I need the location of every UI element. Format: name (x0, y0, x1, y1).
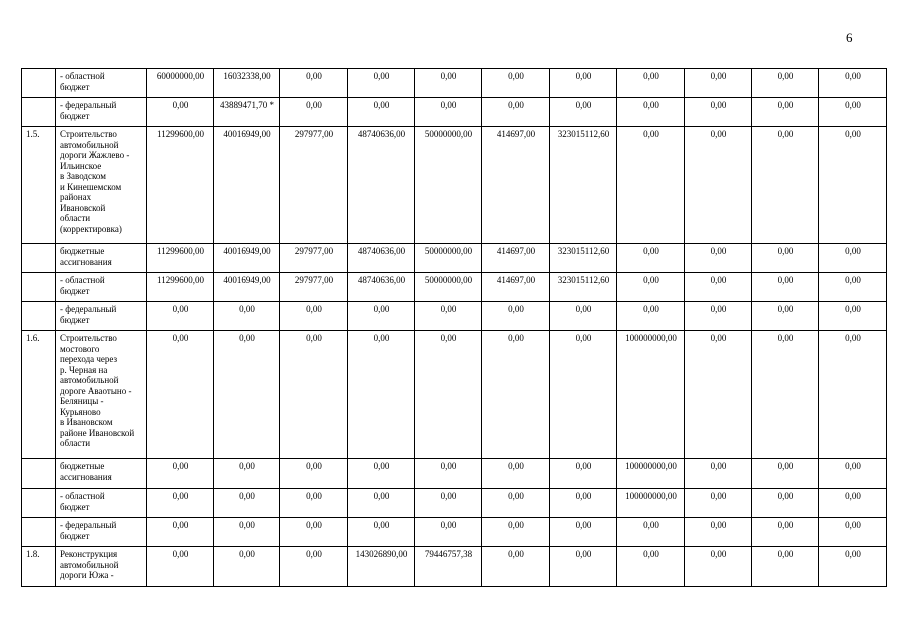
value-cell: 0,00 (819, 273, 887, 302)
description-line: области (60, 213, 91, 223)
description-cell (56, 459, 147, 489)
value-cell: 0,00 (752, 547, 819, 587)
value-cell: 0,00 (617, 98, 685, 127)
value-cell: 0,00 (685, 98, 752, 127)
value-cell: 0,00 (482, 69, 550, 98)
value-cell: 0,00 (147, 547, 214, 587)
value-cell: 40016949,00 (214, 273, 280, 302)
description-cell (56, 547, 147, 587)
value-cell: 0,00 (482, 331, 550, 459)
description-line: Строительство (60, 333, 117, 343)
value-cell: 48740636,00 (348, 273, 415, 302)
page-number: 6 (846, 30, 853, 45)
value-cell: 0,00 (482, 459, 550, 489)
description-line: дороге Аваотыно - (60, 385, 132, 396)
table-row (22, 244, 887, 273)
value-cell: 0,00 (685, 69, 752, 98)
value-cell: 100000000,00 (617, 331, 685, 459)
description-cell (56, 244, 147, 273)
value-cell: 100000000,00 (617, 459, 685, 489)
table-row (22, 547, 887, 587)
description-line: районе Ивановской (60, 427, 135, 438)
value-cell: 0,00 (617, 518, 685, 547)
row-index-cell: 1.5. (22, 127, 56, 244)
description-line: ассигнования (60, 471, 112, 482)
value-cell: 0,00 (752, 459, 819, 489)
value-cell: 79446757,38 (415, 547, 482, 587)
value-cell: 0,00 (617, 127, 685, 244)
value-cell: 323015112,60 (550, 273, 617, 302)
value-cell: 40016949,00 (214, 244, 280, 273)
value-cell: 0,00 (550, 489, 617, 518)
description-line: дороги Южа - (60, 570, 114, 580)
value-cell: 0,00 (819, 98, 887, 127)
table-row (22, 459, 887, 489)
value-cell: 0,00 (550, 518, 617, 547)
description-line: перехода через (60, 354, 118, 364)
value-cell: 0,00 (685, 547, 752, 587)
value-cell: 0,00 (819, 459, 887, 489)
value-cell: 0,00 (550, 98, 617, 127)
value-cell: 48740636,00 (348, 244, 415, 273)
description-line: Курьяново (60, 406, 101, 417)
description-line: районах (60, 192, 92, 202)
value-cell: 0,00 (280, 331, 348, 459)
value-cell: 0,00 (147, 98, 214, 127)
value-cell: 11299600,00 (147, 127, 214, 244)
value-cell: 0,00 (280, 547, 348, 587)
value-cell: 48740636,00 (348, 127, 415, 244)
value-cell: 100000000,00 (617, 489, 685, 518)
value-cell: 0,00 (685, 244, 752, 273)
value-cell: 0,00 (348, 331, 415, 459)
value-cell: 414697,00 (482, 127, 550, 244)
description-cell (56, 331, 147, 459)
value-cell: 50000000,00 (415, 244, 482, 273)
value-cell: 297977,00 (280, 127, 348, 244)
budget-table (21, 68, 887, 587)
value-cell: 0,00 (348, 489, 415, 518)
description-line: бюджет (60, 81, 90, 92)
value-cell: 11299600,00 (147, 244, 214, 273)
value-cell: 143026890,00 (348, 547, 415, 587)
description-line: бюджет (60, 314, 90, 325)
value-cell: 0,00 (550, 547, 617, 587)
value-cell: 0,00 (214, 489, 280, 518)
table-row (22, 489, 887, 518)
value-cell: 0,00 (819, 547, 887, 587)
description-line: бюджет (60, 110, 90, 121)
value-cell: 0,00 (819, 244, 887, 273)
description-line: бюджетные (60, 461, 105, 471)
value-cell: 0,00 (147, 459, 214, 489)
value-cell: 0,00 (348, 302, 415, 331)
row-index-cell (22, 459, 56, 489)
value-cell: 0,00 (280, 302, 348, 331)
value-cell: 0,00 (819, 331, 887, 459)
value-cell: 0,00 (214, 459, 280, 489)
description-line: - федеральный (60, 100, 117, 110)
value-cell: 0,00 (214, 302, 280, 331)
description-line: автомобильной (60, 375, 119, 385)
value-cell: 297977,00 (280, 273, 348, 302)
value-cell: 297977,00 (280, 244, 348, 273)
description-cell (56, 302, 147, 331)
value-cell: 0,00 (752, 98, 819, 127)
row-index-cell: 1.6. (22, 331, 56, 459)
value-cell: 0,00 (617, 547, 685, 587)
value-cell: 0,00 (415, 302, 482, 331)
description-cell (56, 69, 147, 98)
value-cell: 0,00 (415, 518, 482, 547)
value-cell: 0,00 (147, 489, 214, 518)
value-cell: 0,00 (819, 518, 887, 547)
value-cell: 0,00 (147, 331, 214, 459)
description-line: - федеральный (60, 304, 117, 314)
value-cell: 16032338,00 (214, 69, 280, 98)
value-cell: 414697,00 (482, 244, 550, 273)
value-cell: 0,00 (348, 69, 415, 98)
value-cell: 0,00 (819, 69, 887, 98)
value-cell: 0,00 (685, 518, 752, 547)
value-cell: 0,00 (752, 518, 819, 547)
row-index-cell: 1.8. (22, 547, 56, 587)
description-line: (корректировка) (60, 223, 122, 234)
value-cell: 0,00 (752, 331, 819, 459)
value-cell: 40016949,00 (214, 127, 280, 244)
description-line: р. Черная на (60, 364, 108, 375)
value-cell: 0,00 (550, 302, 617, 331)
description-line: Ильинское (60, 160, 102, 171)
value-cell: 43889471,70 * (214, 98, 280, 127)
value-cell: 0,00 (819, 489, 887, 518)
value-cell: 0,00 (685, 273, 752, 302)
description-line: Ивановской (60, 202, 106, 213)
value-cell: 0,00 (685, 302, 752, 331)
row-index-cell (22, 302, 56, 331)
description-line: области (60, 438, 91, 448)
value-cell: 0,00 (685, 459, 752, 489)
description-cell (56, 127, 147, 244)
value-cell: 0,00 (752, 244, 819, 273)
description-line: бюджет (60, 530, 90, 541)
value-cell: 0,00 (752, 127, 819, 244)
value-cell: 0,00 (752, 69, 819, 98)
value-cell: 0,00 (617, 244, 685, 273)
value-cell: 0,00 (685, 127, 752, 244)
description-line: автомобильной (60, 139, 119, 150)
value-cell: 0,00 (482, 547, 550, 587)
value-cell: 0,00 (280, 69, 348, 98)
value-cell: 0,00 (550, 69, 617, 98)
value-cell: 323015112,60 (550, 127, 617, 244)
row-index-cell (22, 518, 56, 547)
value-cell: 0,00 (348, 459, 415, 489)
value-cell: 0,00 (482, 489, 550, 518)
value-cell: 0,00 (819, 302, 887, 331)
table-row (22, 127, 887, 244)
value-cell: 60000000,00 (147, 69, 214, 98)
value-cell: 50000000,00 (415, 273, 482, 302)
description-line: - федеральный (60, 520, 117, 530)
table-row (22, 98, 887, 127)
value-cell: 323015112,60 (550, 244, 617, 273)
row-index-cell (22, 98, 56, 127)
row-index-cell (22, 244, 56, 273)
description-line: - областной (60, 491, 105, 501)
value-cell: 0,00 (147, 518, 214, 547)
value-cell: 0,00 (685, 489, 752, 518)
value-cell: 0,00 (280, 518, 348, 547)
description-line: и Кинешемском (60, 181, 122, 192)
value-cell: 0,00 (280, 489, 348, 518)
value-cell: 414697,00 (482, 273, 550, 302)
value-cell: 11299600,00 (147, 273, 214, 302)
value-cell: 0,00 (147, 302, 214, 331)
value-cell: 0,00 (482, 98, 550, 127)
value-cell: 0,00 (348, 98, 415, 127)
row-index-cell (22, 69, 56, 98)
description-line: бюджет (60, 501, 90, 512)
value-cell: 0,00 (280, 459, 348, 489)
row-index-cell (22, 489, 56, 518)
description-line: автомобильной (60, 559, 119, 570)
value-cell: 0,00 (482, 518, 550, 547)
table-row (22, 518, 887, 547)
value-cell: 0,00 (415, 489, 482, 518)
description-line: ассигнования (60, 256, 112, 267)
value-cell: 0,00 (348, 518, 415, 547)
value-cell: 0,00 (617, 302, 685, 331)
description-cell (56, 518, 147, 547)
value-cell: 0,00 (617, 273, 685, 302)
value-cell: 0,00 (819, 127, 887, 244)
description-line: в Заводском (60, 171, 106, 181)
value-cell: 0,00 (214, 518, 280, 547)
description-line: мостового (60, 343, 100, 354)
value-cell: 0,00 (214, 547, 280, 587)
table-row (22, 69, 887, 98)
description-line: Строительство (60, 129, 117, 139)
description-line: Реконструкция (60, 549, 118, 559)
value-cell: 0,00 (617, 69, 685, 98)
value-cell: 0,00 (415, 459, 482, 489)
description-line: - областной (60, 275, 105, 285)
description-cell (56, 98, 147, 127)
description-cell (56, 489, 147, 518)
value-cell: 0,00 (752, 273, 819, 302)
value-cell: 0,00 (482, 302, 550, 331)
description-line: дороги Жажлево - (60, 150, 130, 160)
row-index-cell (22, 273, 56, 302)
table-row (22, 331, 887, 459)
value-cell: 0,00 (280, 98, 348, 127)
value-cell: 0,00 (214, 331, 280, 459)
description-line: - областной (60, 71, 105, 81)
value-cell: 0,00 (550, 331, 617, 459)
description-line: бюджетные (60, 246, 105, 256)
table-row (22, 302, 887, 331)
value-cell: 0,00 (415, 69, 482, 98)
value-cell: 0,00 (752, 302, 819, 331)
description-cell (56, 273, 147, 302)
value-cell: 0,00 (685, 331, 752, 459)
description-line: бюджет (60, 285, 90, 296)
table-row (22, 273, 887, 302)
description-line: в Ивановском (60, 417, 113, 427)
value-cell: 0,00 (752, 489, 819, 518)
description-line: Беляницы - (60, 396, 104, 406)
value-cell: 0,00 (415, 331, 482, 459)
value-cell: 0,00 (550, 459, 617, 489)
value-cell: 0,00 (415, 98, 482, 127)
value-cell: 50000000,00 (415, 127, 482, 244)
